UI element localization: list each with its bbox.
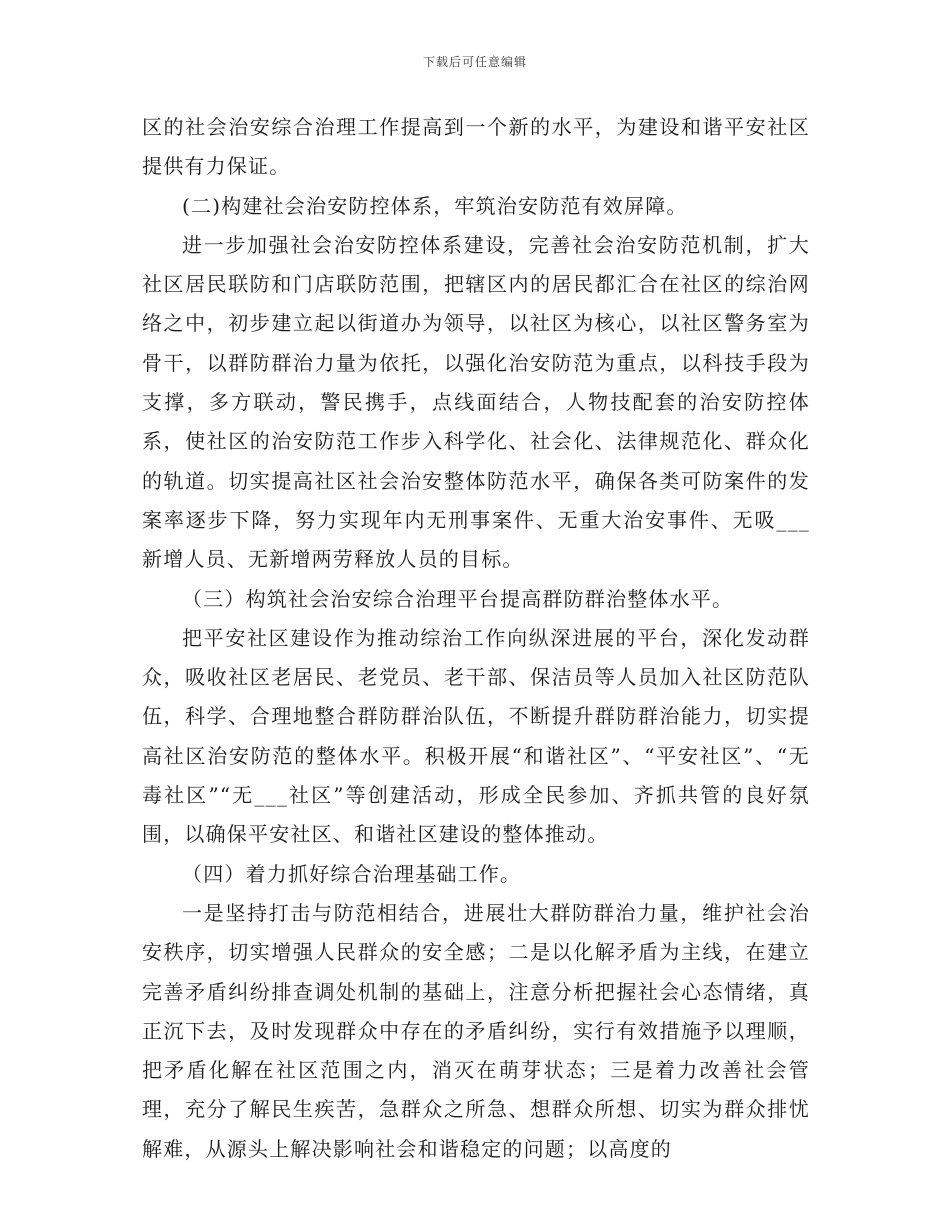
paragraph-security-system: 进一步加强社会治安防控体系建设，完善社会治安防范机制，扩大社区居民联防和门店联防范围，把辖区内的居民都汇合在社区的综治网络之中，初步建立起以街道办为领导，以社区为核心，以社区警务室为骨干，以群防群治力量为依托，以强化治安防范为重点，以科技手段为支撑，多方联动，警民携手，点线面结合，人物技配套的治安防控体系，使社区的治安防范工作步入科学化、社会化、法律规范化、群众化的轨道。切实提高社区社会治安整体防范水平，确保各类可防案件的发案率逐步下降，努力实现年内无刑事案件、无重大治安事件、无吸___新增人员、无新增两劳释放人员的目标。: [142, 232, 810, 572]
section-heading-2: (二)构建社会治安防控体系，牢筑治安防范有效屏障。: [182, 193, 688, 218]
paragraph-basic-work: 一是坚持打击与防范相结合，进展壮大群防群治力量，维护社会治安秩序，切实增强人民群众的安全感；二是以化解矛盾为主线，在建立完善矛盾纠纷排查调处机制的基础上，注意分析把握社会心态情绪，真正沉下去，及时发现群众中存在的矛盾纠纷，实行有效措施予以理顺，把矛盾化解在社区范围之内，消灭在萌芽状态；三是着力改善社会管理，充分了解民生疾苦，急群众之所急、想群众所想、切实为群众排忧解难，从源头上解决影响社会和谐稳定的问题；以高度的: [142, 900, 810, 1161]
section-heading-3: （三）构筑社会治安综合治理平台提高群防群治整体水平。: [182, 586, 734, 611]
paragraph-continuation: 区的社会治安综合治理工作提高到一个新的水平，为建设和谐平安社区提供有力保证。: [142, 115, 810, 179]
section-heading-4: （四）着力抓好综合治理基础工作。: [182, 861, 522, 886]
page-header: 下载后可任意编辑: [422, 55, 527, 69]
paragraph-platform: 把平安社区建设作为推动综治工作向纵深进展的平台，深化发动群众，吸收社区老居民、老党员、老干部、保洁员等人员加入社区防范队伍，科学、合理地整合群防群治队伍，不断提升群防群治能力，切实提高社区治安防范的整体水平。积极开展“和谐社区”、“平安社区”、“无毒社区”“无___社区”等创建活动，形成全民参加、齐抓共管的良好氛围，以确保平安社区、和谐社区建设的整体推动。: [142, 625, 810, 847]
document-body: [142, 108, 810, 1169]
